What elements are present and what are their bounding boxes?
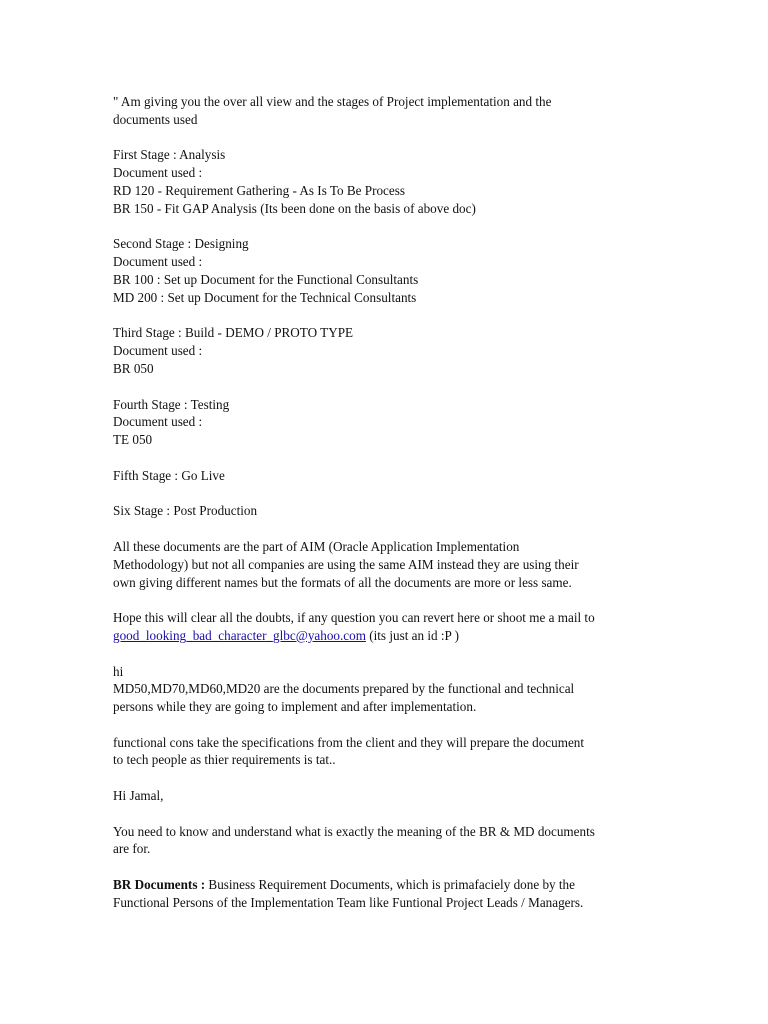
functional-line-1: functional cons take the specifications from the client and they will prepare the document: [113, 735, 585, 751]
stage-6-section: [113, 503, 639, 521]
aim-line-3: own giving different names but the formats of all the documents are more or less same.: [113, 575, 572, 591]
br-line-2: Functional Persons of the Implementation Team like Funtional Project Leads / Managers.: [113, 895, 584, 911]
hi-greeting: hi: [113, 664, 124, 680]
hope-paragraph: [113, 610, 639, 646]
stage-1-item-1: RD 120 - Requirement Gathering - As Is To Be Process: [113, 183, 405, 199]
functional-line-2: to tech people as thier requirements is tat..: [113, 753, 336, 769]
br-line-1: [113, 877, 639, 895]
hi-line-2: persons while they are going to implement and after implementation.: [113, 700, 477, 716]
stage-5-title: Fifth Stage : Go Live: [113, 468, 225, 484]
know-line-2: are for.: [113, 842, 151, 858]
br-line-1-text: Business Requirement Documents, which is primafaciely done by the: [205, 878, 575, 894]
stage-6-title: Six Stage : Post Production: [113, 504, 258, 520]
hi-line-1: MD50,MD70,MD60,MD20 are the documents prepared by the functional and technical: [113, 682, 575, 698]
know-paragraph: [113, 824, 639, 860]
hope-line-2: [113, 628, 639, 646]
stage-1-section: [113, 147, 639, 218]
email-link[interactable]: good_looking_bad_character_glbc@yahoo.com: [113, 628, 366, 644]
br-documents-label: BR Documents :: [113, 878, 206, 894]
jamal-greeting: Hi Jamal,: [113, 789, 164, 805]
stage-4-section: [113, 397, 639, 450]
stage-4-document-label: Document used :: [113, 415, 203, 431]
br-documents-paragraph: [113, 877, 639, 913]
stage-2-section: [113, 236, 639, 307]
stage-5-section: [113, 468, 639, 486]
stage-3-document-label: Document used :: [113, 344, 203, 360]
stage-1-title: First Stage : Analysis: [113, 148, 226, 164]
aim-paragraph: [113, 539, 639, 592]
stage-3-item-1: BR 050: [113, 361, 154, 377]
stage-1-item-2: BR 150 - Fit GAP Analysis (Its been done on the basis of above doc): [113, 201, 476, 217]
intro-line-1: " Am giving you the over all view and the stages of Project implementation and the: [113, 95, 552, 110]
document-body: [113, 94, 639, 930]
hope-line-1: Hope this will clear all the doubts, if any question you can revert here or shoot me a mail to: [113, 611, 595, 627]
aim-line-2: Methodology) but not all companies are using the same AIM instead they are using their: [113, 557, 579, 573]
aim-line-1: All these documents are the part of AIM (Oracle Application Implementation: [113, 539, 520, 555]
stage-3-section: [113, 325, 639, 378]
intro-paragraph: [113, 94, 639, 130]
functional-paragraph: [113, 735, 639, 771]
stage-2-item-2: MD 200 : Set up Document for the Technical Consultants: [113, 290, 417, 306]
stage-4-title: Fourth Stage : Testing: [113, 397, 230, 413]
stage-4-item-1: TE 050: [113, 433, 153, 449]
stage-1-document-label: Document used :: [113, 166, 203, 182]
know-line-1: You need to know and understand what is exactly the meaning of the BR & MD documents: [113, 824, 595, 840]
stage-2-item-1: BR 100 : Set up Document for the Functional Consultants: [113, 272, 419, 288]
hi-paragraph: [113, 664, 639, 717]
stage-2-document-label: Document used :: [113, 255, 203, 271]
stage-2-title: Second Stage : Designing: [113, 237, 249, 253]
email-note: (its just an id :P ): [365, 628, 460, 644]
stage-3-title: Third Stage : Build - DEMO / PROTO TYPE: [113, 326, 354, 342]
intro-line-2: documents used: [113, 112, 198, 128]
jamal-greeting-paragraph: [113, 788, 639, 806]
